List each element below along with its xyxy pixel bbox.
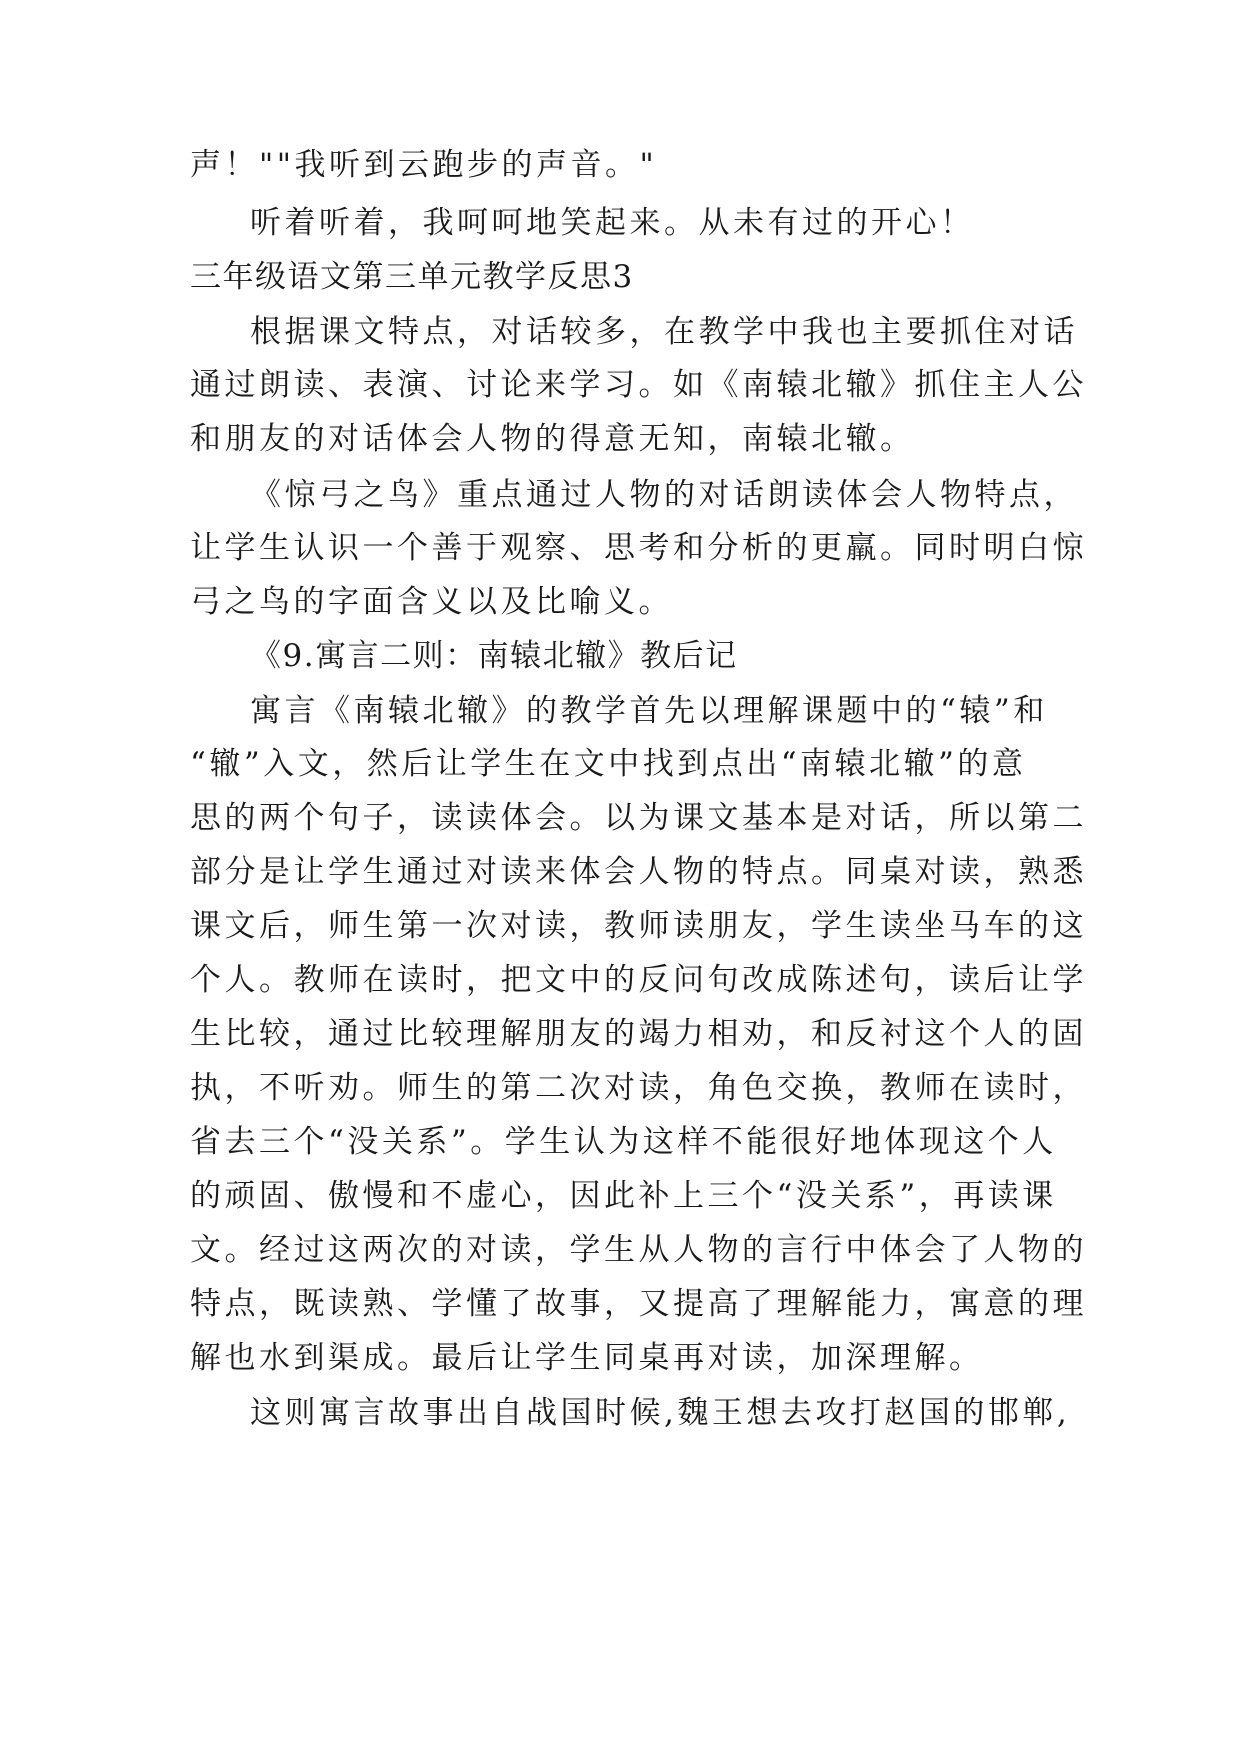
paragraph-line: 《惊弓之鸟》重点通过人物的对话朗读体会人物特点， (250, 477, 1078, 513)
text-line: 让学生认识一个善于观察、思考和分析的更羸。同时明白惊 (190, 530, 1087, 566)
text-line: 的顽固、傲慢和不虚心，因此补上三个“没关系”，再读课 (190, 1178, 1057, 1214)
text-line: 和朋友的对话体会人物的得意无知，南辕北辙。 (190, 421, 915, 457)
text-line: 弓之鸟的字面含义以及比喻义。 (190, 584, 673, 620)
text-line: 课文后，师生第一次对读，教师读朋友，学生读坐马车的这 (190, 908, 1087, 944)
text-line: 文。经过这两次的对读，学生从人物的言行中体会了人物的 (190, 1232, 1087, 1268)
text-line: “辙”入文，然后让学生在文中找到点出“南辕北辙”的意 (190, 746, 1027, 782)
paragraph-line: 这则寓言故事出自战国时候,魏王想去攻打赵国的邯郸, (250, 1395, 1071, 1431)
text-line: 生比较，通过比较理解朋友的竭力相劝，和反衬这个人的固 (190, 1016, 1087, 1052)
text-line: 思的两个句子，读读体会。以为课文基本是对话，所以第二 (190, 800, 1087, 836)
paragraph-line: 寓言《南辕北辙》的教学首先以理解课题中的“辕”和 (250, 693, 1048, 729)
text-line: 解也水到渠成。最后让学生同桌再对读，加深理解。 (190, 1340, 984, 1376)
text-line: 省去三个“没关系”。学生认为这样不能很好地体现这个人 (190, 1124, 1057, 1160)
text-line: 执，不听劝。师生的第二次对读，角色交换，教师在读时， (190, 1070, 1087, 1106)
text-line: 通过朗读、表演、讨论来学习。如《南辕北辙》抓住主人公 (190, 367, 1087, 403)
text-line: 声！""我听到云跑步的声音。" (190, 147, 658, 183)
text-line: 部分是让学生通过对读来体会人物的特点。同桌对读，熟悉 (190, 854, 1087, 890)
subsection-heading: 《9.寓言二则：南辕北辙》教后记 (250, 638, 738, 674)
section-heading: 三年级语文第三单元教学反思3 (190, 259, 634, 295)
text-line: 个人。教师在读时，把文中的反问句改成陈述句，读后让学 (190, 962, 1087, 998)
paragraph-line: 根据课文特点，对话较多，在教学中我也主要抓住对话 (250, 314, 1078, 350)
paragraph-line: 听着听着，我呵呵地笑起来。从未有过的开心！ (250, 205, 975, 241)
text-line: 特点，既读熟、学懂了故事，又提高了理解能力，寓意的理 (190, 1286, 1087, 1322)
